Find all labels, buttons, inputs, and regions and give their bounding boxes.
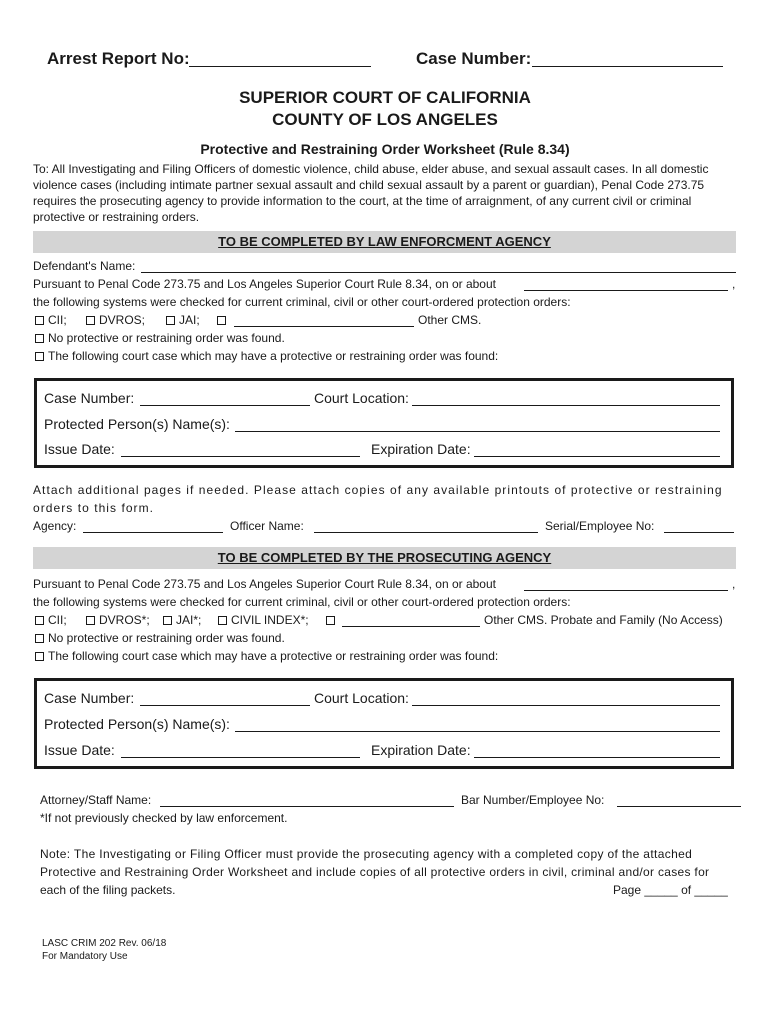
law-checkbox-row — [217, 313, 230, 327]
pros-checkbox-row — [86, 613, 150, 627]
court-name: SUPERIOR COURT OF CALIFORNIA — [239, 88, 531, 107]
comma: , — [732, 577, 736, 591]
law-expiration-field[interactable] — [474, 456, 720, 457]
law-date-field[interactable] — [524, 290, 728, 291]
pros-dvros-label: DVROS*; — [99, 613, 150, 627]
no-order-checkbox[interactable] — [35, 334, 44, 343]
law-case-number-label: Case Number: — [44, 390, 135, 406]
footnote: *If not previously checked by law enforcement. — [40, 811, 288, 825]
case-number-field[interactable] — [532, 66, 723, 67]
county-name: COUNTY OF LOS ANGELES — [272, 110, 498, 129]
defendant-field[interactable] — [141, 272, 736, 273]
civil-index-label: CIVIL INDEX*; — [231, 613, 309, 627]
pros-checkbox-row — [35, 613, 67, 627]
no-order-label: No protective or restraining order was found. — [48, 331, 285, 345]
pros-order-found-label: The following court case which may have a protective or restraining order was found: — [48, 649, 499, 663]
civil-index-checkbox[interactable] — [218, 616, 227, 625]
pros-cii-checkbox[interactable] — [35, 616, 44, 625]
pros-issue-date-label: Issue Date: — [44, 742, 115, 758]
serial-field[interactable] — [664, 532, 734, 533]
form-title: Protective and Restraining Order Worksheet (Rule 8.34) — [200, 141, 570, 157]
pros-jai-checkbox[interactable] — [163, 616, 172, 625]
intro-line: To: All Investigating and Filing Officers of domestic violence, child abuse, elder abuse, and sexual assault cases. In all domestic — [33, 162, 709, 176]
other-cms-field[interactable] — [234, 326, 414, 327]
agency-label: Agency: — [33, 519, 77, 533]
order-found-row — [35, 649, 498, 663]
order-found-label: The following court case which may have a protective or restraining order was found: — [48, 349, 499, 363]
other-cms-label: Other CMS. — [418, 313, 482, 327]
attach-text: Attach additional pages if needed. Please attach copies of any available printouts of protective or restraining — [33, 483, 723, 497]
pros-cii-label: CII; — [48, 613, 67, 627]
intro-line: violence cases (including intimate partner sexual assault and child sexual assault by a parent or guardian), Penal Code 273.75 — [33, 178, 705, 192]
systems-text: the following systems were checked for current criminal, civil or other court-ordered protection orders: — [33, 595, 571, 609]
law-expiration-label: Expiration Date: — [371, 441, 471, 457]
case-number-label: Case Number: — [416, 49, 532, 68]
arrest-report-label: Arrest Report No: — [47, 49, 190, 68]
cii-label: CII; — [48, 313, 67, 327]
jai-label: JAI; — [179, 313, 200, 327]
pros-other-cms-field[interactable] — [342, 626, 480, 627]
pros-checkbox-row — [326, 613, 339, 627]
pros-date-field[interactable] — [524, 590, 728, 591]
law-checkbox-row — [166, 313, 200, 327]
pros-no-order-label: No protective or restraining order was found. — [48, 631, 285, 645]
law-enforcement-heading: TO BE COMPLETED BY LAW ENFORCMENT AGENCY — [33, 231, 736, 253]
page-count: Page _____ of _____ — [613, 883, 728, 897]
prosecuting-heading: TO BE COMPLETED BY THE PROSECUTING AGENCY — [33, 547, 736, 569]
note-line: Note: The Investigating or Filing Officer must provide the prosecuting agency with a completed copy of the attached — [40, 847, 693, 861]
law-protected-field[interactable] — [235, 431, 720, 432]
form-revision: LASC CRIM 202 Rev. 06/18 — [42, 938, 167, 949]
pros-no-order-checkbox[interactable] — [35, 634, 44, 643]
law-court-location-label: Court Location: — [314, 390, 409, 406]
pros-dvros-checkbox[interactable] — [86, 616, 95, 625]
law-protected-label: Protected Person(s) Name(s): — [44, 416, 230, 432]
pros-other-cms-label: Other CMS. Probate and Family (No Access) — [484, 613, 723, 627]
pros-order-found-checkbox[interactable] — [35, 652, 44, 661]
law-case-number-field[interactable] — [140, 405, 310, 406]
intro-line: protective or restraining orders. — [33, 210, 200, 224]
serial-label: Serial/Employee No: — [545, 519, 655, 533]
law-checkbox-row — [35, 313, 67, 327]
mandatory-use: For Mandatory Use — [42, 951, 128, 962]
law-issue-date-label: Issue Date: — [44, 441, 115, 457]
order-found-checkbox[interactable] — [35, 352, 44, 361]
pros-expiration-field[interactable] — [474, 757, 720, 758]
pursuant-text: Pursuant to Penal Code 273.75 and Los Angeles Superior Court Rule 8.34, on or about — [33, 277, 496, 291]
order-found-row — [35, 349, 498, 363]
note-line: each of the filing packets. — [40, 883, 176, 897]
law-court-location-field[interactable] — [412, 405, 720, 406]
attach-text: orders to this form. — [33, 501, 155, 515]
officer-label: Officer Name: — [230, 519, 304, 533]
bar-number-field[interactable] — [617, 806, 741, 807]
pros-court-location-label: Court Location: — [314, 690, 409, 706]
no-order-row — [35, 631, 285, 645]
pros-jai-label: JAI*; — [176, 613, 202, 627]
law-issue-date-field[interactable] — [121, 456, 360, 457]
dvros-checkbox[interactable] — [86, 316, 95, 325]
cii-checkbox[interactable] — [35, 316, 44, 325]
systems-text: the following systems were checked for current criminal, civil or other court-ordered protection orders: — [33, 295, 571, 309]
pursuant-text: Pursuant to Penal Code 273.75 and Los Angeles Superior Court Rule 8.34, on or about — [33, 577, 496, 591]
pros-checkbox-row — [218, 613, 309, 627]
pros-court-location-field[interactable] — [412, 705, 720, 706]
pros-case-number-label: Case Number: — [44, 690, 135, 706]
officer-field[interactable] — [314, 532, 538, 533]
comma: , — [732, 277, 736, 291]
pros-case-number-field[interactable] — [140, 705, 310, 706]
note-line: Protective and Restraining Order Worksheet and include copies of all protective orders in civil, criminal and/or cases for — [40, 865, 710, 879]
pros-protected-label: Protected Person(s) Name(s): — [44, 716, 230, 732]
attorney-label: Attorney/Staff Name: — [40, 793, 152, 807]
no-order-row — [35, 331, 285, 345]
pros-other-cms-checkbox[interactable] — [326, 616, 335, 625]
arrest-report-field[interactable] — [189, 66, 371, 67]
other-cms-checkbox[interactable] — [217, 316, 226, 325]
pros-protected-field[interactable] — [235, 731, 720, 732]
intro-line: requires the prosecuting agency to provide information to the court, at the time of arraignment, of any current civil or criminal — [33, 194, 692, 208]
law-checkbox-row — [86, 313, 145, 327]
dvros-label: DVROS; — [99, 313, 146, 327]
pros-expiration-label: Expiration Date: — [371, 742, 471, 758]
pros-issue-date-field[interactable] — [121, 757, 360, 758]
defendant-label: Defendant's Name: — [33, 259, 136, 273]
agency-field[interactable] — [83, 532, 223, 533]
attorney-field[interactable] — [160, 806, 454, 807]
jai-checkbox[interactable] — [166, 316, 175, 325]
bar-number-label: Bar Number/Employee No: — [461, 793, 605, 807]
pros-checkbox-row — [163, 613, 201, 627]
